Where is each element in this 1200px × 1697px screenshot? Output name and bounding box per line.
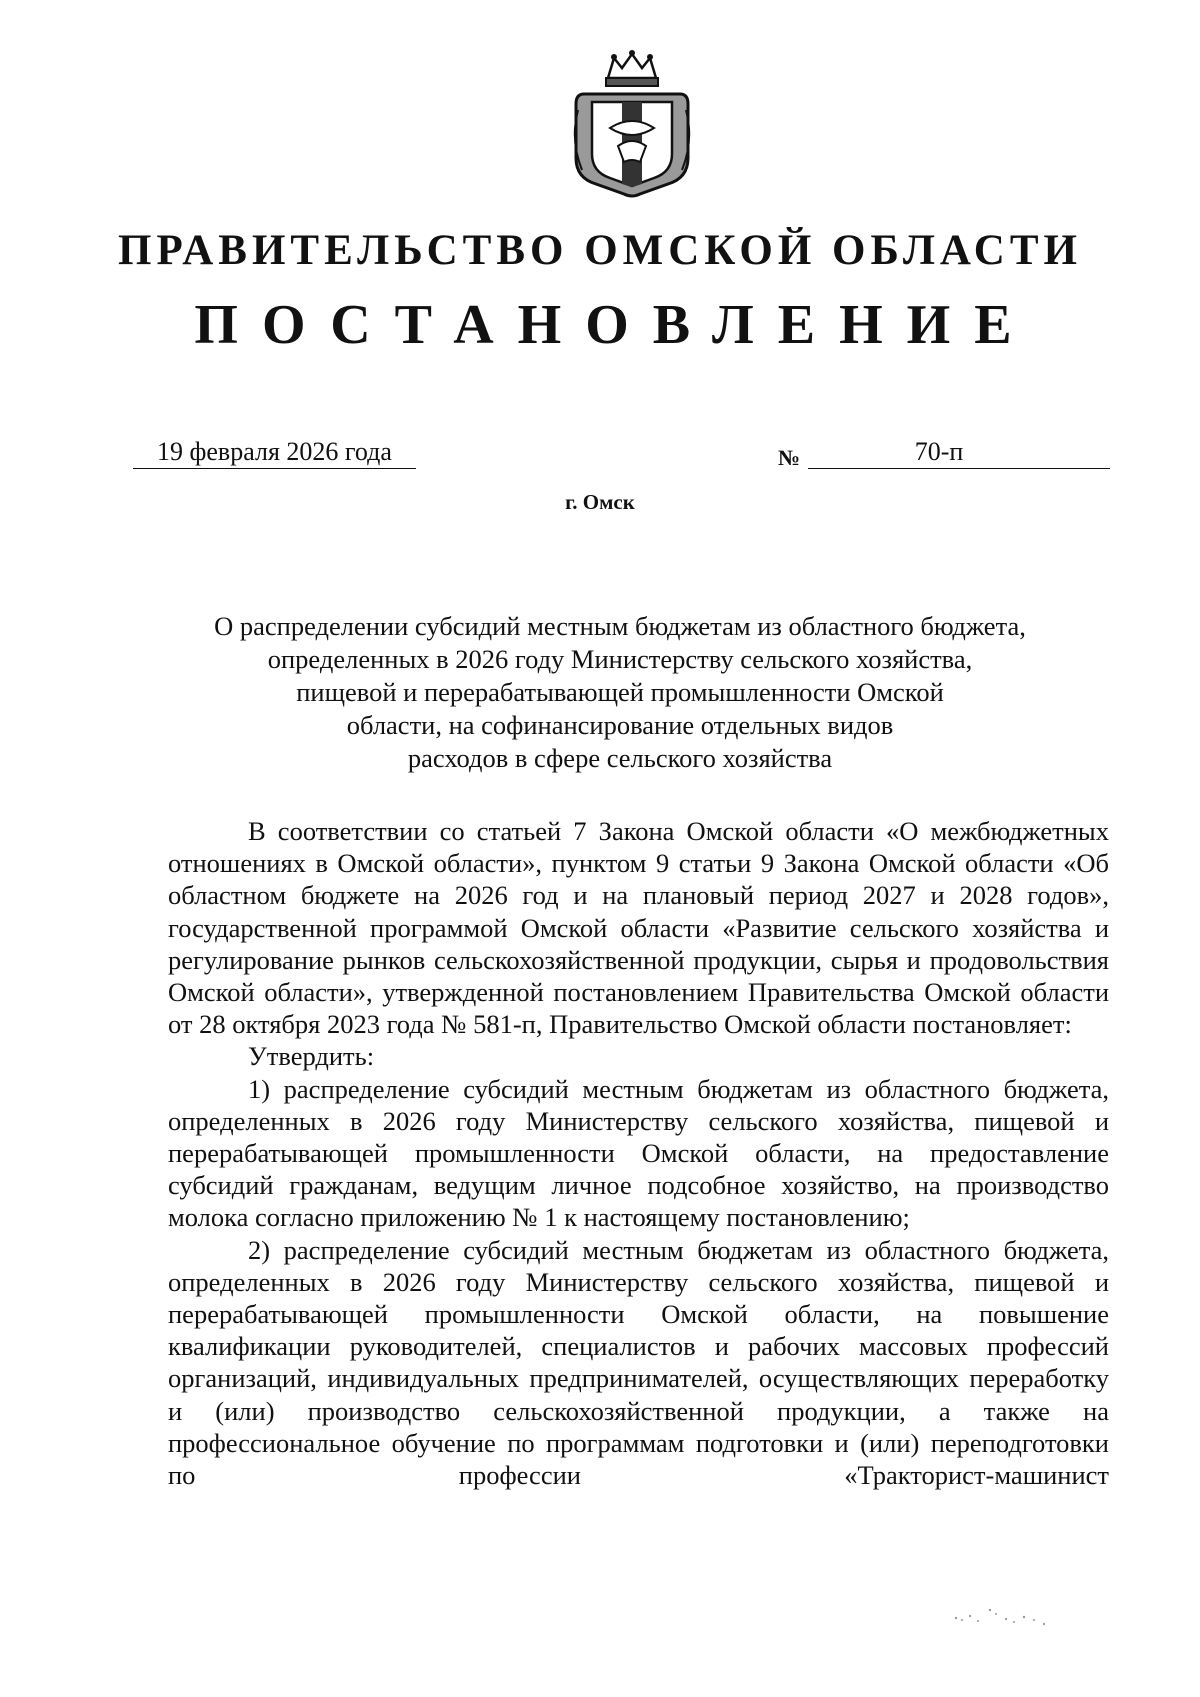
item-2-paragraph: 2) распределение субсидий местным бюджетам из областного бюджета, определенных в 2026 году Министерству сельского хозяйства, пищевой и перерабатывающей промышленности Омской области, на повышение квалификации руководителей, специалистов и рабочих массовых профессий организаций, индивидуальных предпринимателей, осуществляющих переработку и (или) производство сельскохозяйственной продукции, а также на профессиональное обучение по программам подготовки и (или) переподготовки по профессии «Тракторист-машинист [168,1234,1109,1491]
approve-paragraph: Утвердить: [248,1041,375,1072]
subject-line: О распределении субсидий местным бюджетам из областного бюджета, [214,611,1026,641]
subject-line: области, на софинансирование отдельных видов [346,710,894,740]
coat-of-arms-icon [570,50,695,200]
organization-title: ПРАВИТЕЛЬСТВО ОМСКОЙ ОБЛАСТИ [118,227,1082,274]
document-date: 19 февраля 2026 года [133,436,416,469]
subject-line: пищевой и перерабатывающей промышленности Омской [296,677,944,707]
document-type: ПОСТАНОВЛЕНИЕ [194,294,1036,356]
document-body [168,815,1109,1491]
preamble-paragraph: В соответствии со статьей 7 Закона Омской области «О межбюджетных отношениях в Омской области», пунктом 9 статьи 9 Закона Омской области «Об областном бюджете на 2026 год и на плановый период 2027 и 2028 годов», государственной программой Омской области «Развитие сельского хозяйства и регулирование рынков сельскохозяйственной продукции, сырья и продовольствия Омской области», утвержденной постановлением Правительства Омской области от 28 октября 2023 года № 581-п, Правительство Омской области постановляет: [168,816,1109,1040]
subject-line: определенных в 2026 году Министерству сельского хозяйства, [267,644,973,674]
subject-line: расходов в сфере сельского хозяйства [407,743,833,773]
scan-artifact [950,1600,1060,1640]
city: г. Омск [565,490,635,514]
document-number: 70-п [808,436,1110,469]
item-1-paragraph: 1) распределение субсидий местным бюджетам из областного бюджета, определенных в 2026 году Министерству сельского хозяйства, пищевой и перерабатывающей промышленности Омской области, на предоставление субсидий гражданам, ведущим личное подсобное хозяйство, на производство молока согласно приложению № 1 к настоящему постановлению; [168,1073,1109,1233]
document-subject [150,610,1090,775]
number-label: № [778,445,801,470]
